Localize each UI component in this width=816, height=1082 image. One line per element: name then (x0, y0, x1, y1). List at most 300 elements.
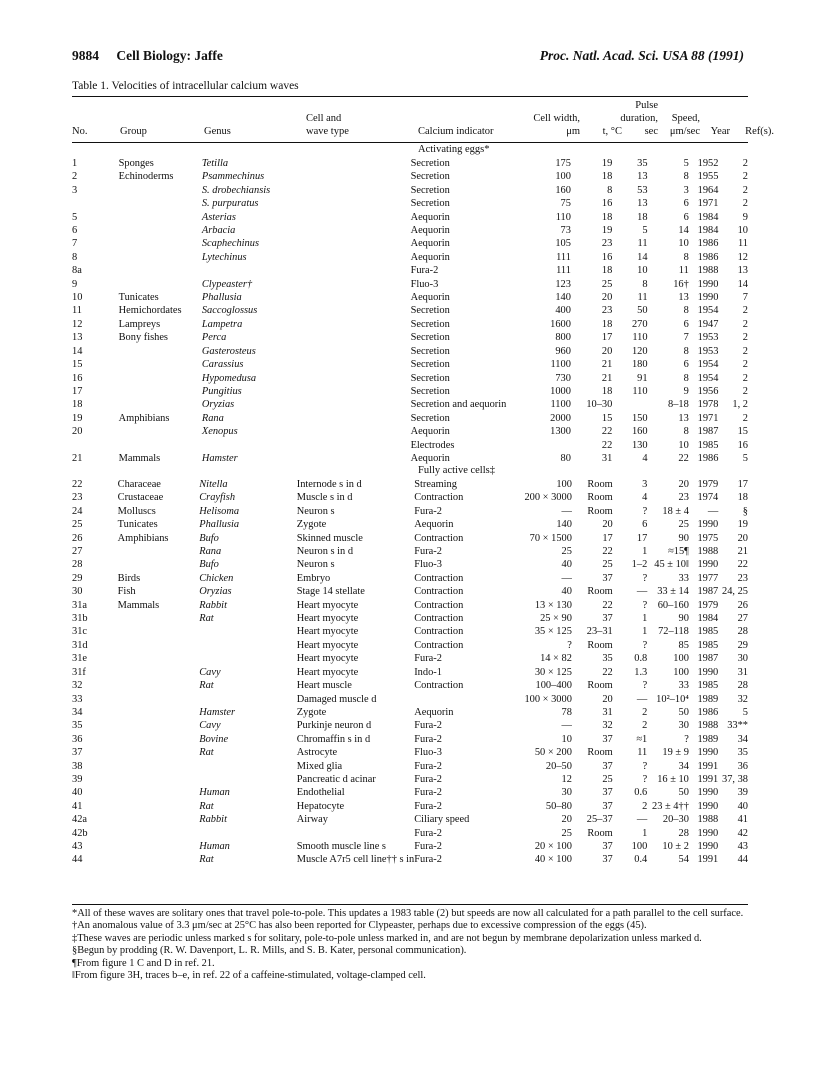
row-genus: Gasterosteus (201, 345, 256, 357)
row-speed: 16 ± 10 (657, 773, 689, 785)
row-cell-wave (303, 372, 411, 385)
row-cell-wave (303, 278, 411, 291)
row-number: 28 (72, 559, 83, 571)
row-year: 1956 (697, 385, 719, 397)
row-cell-wave: Heart myocyte (296, 653, 359, 665)
row-year: 1988 (697, 265, 719, 277)
table-row (72, 237, 748, 250)
row-temperature: 25 (602, 559, 613, 571)
table-caption: Table 1. Velocities of intracellular calcium waves (72, 80, 299, 92)
row-pulse-duration: 50 (637, 305, 648, 317)
row-temperature: 10–30 (586, 399, 613, 411)
row-number: 12 (72, 318, 83, 330)
row-speed: 23 (678, 492, 689, 504)
row-cell-wave (303, 197, 411, 210)
row-genus: Lytechinus (201, 251, 247, 263)
row-indicator: Fura-2 (414, 720, 442, 732)
header-pulse-1: Pulse (635, 100, 658, 111)
row-pulse-duration: 1 (642, 827, 648, 839)
row-speed: 34 (678, 760, 689, 772)
row-number: 10 (72, 292, 83, 304)
table-row (72, 372, 748, 385)
table-row (72, 599, 748, 612)
row-group: Fish (117, 586, 136, 598)
row-refs: 39 (737, 787, 748, 799)
row-refs: 33** (727, 720, 748, 732)
row-speed: 8 (683, 171, 689, 183)
table-row (72, 412, 748, 425)
row-year: 1979 (697, 599, 719, 611)
table-row (72, 706, 748, 719)
row-genus: Pungitius (201, 385, 242, 397)
row-cell-wave: Pancreatic d acinar (296, 773, 376, 785)
row-number: 16 (72, 372, 83, 384)
row-speed: 3 (683, 184, 689, 196)
table-row (72, 304, 748, 317)
row-genus: Clypeaster† (201, 278, 253, 290)
row-indicator: Fura-2 (414, 733, 442, 745)
table-row (72, 746, 748, 759)
table-row (72, 184, 748, 197)
row-group: Mammals (118, 452, 161, 464)
row-cell-wave: Stage 14 stellate (296, 586, 365, 598)
row-group (119, 425, 202, 438)
row-speed: 100 (673, 653, 689, 665)
row-genus: Human (199, 787, 230, 799)
row-indicator (414, 693, 520, 706)
row-speed: 8 (683, 251, 689, 263)
row-cell-wave: Embryo (296, 572, 331, 584)
row-cell-wave: Airway (296, 814, 328, 826)
row-group (119, 237, 202, 250)
row-temperature: 19 (601, 225, 613, 237)
table-row (72, 612, 748, 625)
row-cell-width: 960 (555, 345, 571, 357)
header-no: No. (72, 126, 88, 137)
row-cell-width: 100 (555, 171, 571, 183)
row-speed: 9 (683, 385, 689, 397)
row-cell-wave (303, 385, 411, 398)
row-year: 1985 (697, 680, 719, 692)
row-indicator: Aequorin (410, 225, 450, 237)
row-cell-wave: Muscle A7r5 cell line†† s in (296, 854, 415, 866)
row-refs: 30 (737, 653, 748, 665)
row-indicator: Aequorin (410, 238, 450, 250)
row-temperature: 22 (602, 599, 613, 611)
row-number: 42a (72, 814, 88, 826)
footnote: †An anomalous value of 3.3 μm/sec at 25°C has also been reported for Clypeaster, perhaps due to excessive compression of the eggs (45). (72, 920, 647, 932)
row-refs: 2 (742, 318, 748, 330)
row-group: Molluscs (117, 505, 156, 517)
row-year: 1952 (697, 158, 719, 169)
row-group (119, 224, 202, 237)
row-pulse-duration: 14 (637, 251, 648, 263)
table-row (72, 625, 748, 638)
row-group (118, 813, 200, 826)
row-genus: Psammechinus (201, 171, 265, 183)
row-number: 23 (72, 492, 83, 504)
row-temperature: Room (587, 680, 613, 692)
row-refs: 16 (737, 439, 748, 451)
row-refs: 13 (737, 265, 748, 277)
row-indicator: Aequorin (410, 251, 450, 263)
row-temperature: 21 (601, 372, 613, 384)
row-pulse-duration: 91 (637, 372, 648, 384)
row-pulse-duration: 4 (642, 492, 648, 504)
table-row (72, 491, 748, 504)
row-year: 1991 (697, 773, 719, 785)
row-year: 1975 (697, 532, 719, 544)
row-speed: 50 (678, 706, 689, 718)
table-row (72, 170, 748, 183)
row-speed: 14 (678, 225, 689, 237)
row-year: 1990 (697, 519, 719, 531)
row-cell-width: 12 (561, 773, 572, 785)
row-number: 19 (72, 412, 83, 424)
row-genus (202, 439, 303, 452)
row-indicator: Fura-2 (414, 787, 442, 799)
section-fully-active-cells: Fully active cells‡ (418, 465, 495, 476)
row-pulse-duration: 100 (631, 840, 648, 852)
row-genus: Arbacia (201, 225, 236, 237)
row-cell-width: 40 (561, 559, 572, 571)
row-number: 25 (72, 519, 83, 531)
row-speed: 10 (678, 439, 689, 451)
row-cell-width: 75 (560, 198, 571, 210)
row-group (119, 264, 202, 277)
row-pulse-duration: 150 (631, 412, 648, 424)
header-year: Year (710, 126, 730, 137)
row-indicator: Secretion (410, 332, 450, 344)
row-pulse-duration: 1 (642, 613, 648, 625)
row-indicator: Fura-2 (414, 505, 442, 517)
row-cell-wave: Neuron s (296, 559, 335, 571)
row-speed: 72–118 (658, 626, 689, 638)
row-refs: 43 (737, 840, 748, 852)
row-temperature: 18 (601, 211, 613, 223)
row-speed: 10 (678, 238, 689, 250)
row-year: 1971 (697, 198, 719, 210)
row-number: 43 (72, 840, 83, 852)
row-cell-wave (303, 211, 411, 224)
row-number: 8 (72, 251, 78, 263)
row-number: 31f (72, 666, 86, 678)
row-number: 31e (72, 653, 88, 665)
row-refs: 40 (737, 800, 748, 812)
row-group: Amphibians (118, 412, 170, 424)
row-group: Sponges (118, 158, 154, 169)
row-year: 1990 (697, 559, 719, 571)
row-indicator: Electrodes (410, 439, 455, 451)
row-group (119, 385, 202, 398)
header-pulse-2: duration, (620, 113, 658, 124)
header-genus: Genus (204, 126, 231, 137)
row-genus: Rabbit (199, 814, 227, 826)
row-cell-wave: Purkinje neuron d (296, 720, 372, 732)
row-temperature: Room (587, 639, 613, 651)
row-refs: 29 (737, 639, 748, 651)
row-genus: Rana (199, 546, 222, 558)
row-cell-wave: Astrocyte (296, 747, 338, 759)
row-refs: 28 (737, 626, 748, 638)
row-refs: 12 (737, 251, 748, 263)
row-year: 1989 (697, 693, 719, 705)
row-pulse-duration: ? (642, 680, 648, 692)
row-group (118, 612, 200, 625)
table-row (72, 505, 748, 518)
row-temperature: Room (587, 479, 613, 490)
table-row (72, 558, 748, 571)
row-cell-wave (303, 425, 411, 438)
row-cell-width: 1100 (550, 399, 571, 411)
row-cell-wave: Heart muscle (296, 680, 352, 692)
row-temperature: 22 (601, 426, 613, 438)
row-number: 1 (72, 158, 78, 169)
table-row (72, 224, 748, 237)
table-row (72, 345, 748, 358)
row-indicator: Contraction (414, 613, 464, 625)
row-temperature: 17 (601, 332, 613, 344)
row-genus (199, 773, 297, 786)
row-cell-wave: Damaged muscle d (296, 693, 377, 705)
row-year: 1984 (697, 225, 719, 237)
row-refs: 14 (737, 278, 748, 290)
footnote: ‖From figure 3H, traces b–e, in ref. 22 of a caffeine-stimulated, voltage-clamped cell. (72, 970, 426, 982)
row-year: 1990 (697, 787, 719, 799)
row-refs: 2 (742, 305, 748, 317)
row-genus: Bufo (199, 532, 219, 544)
table-row (72, 693, 748, 706)
table-row (72, 733, 748, 746)
row-refs: 11 (737, 238, 748, 250)
row-genus: Bufo (199, 559, 219, 571)
row-cell-wave: Zygote (296, 706, 327, 718)
row-number: 37 (72, 747, 83, 759)
row-indicator: Fura-2 (414, 800, 442, 812)
table-row (72, 318, 748, 331)
table-row (72, 331, 748, 344)
row-cell-wave: Endothelial (296, 787, 345, 799)
row-cell-wave: Heart myocyte (296, 639, 359, 651)
row-temperature: 37 (602, 840, 613, 852)
table-row (72, 439, 748, 452)
row-cell-width: 20 × 100 (534, 840, 572, 852)
row-indicator: Contraction (414, 572, 464, 584)
row-genus: Hypomedusa (201, 372, 257, 384)
table-row (72, 197, 748, 210)
row-indicator: Secretion (410, 412, 450, 424)
row-group (119, 211, 202, 224)
row-group (118, 545, 200, 558)
row-pulse-duration: 35 (637, 158, 648, 169)
row-year: 1990 (697, 278, 719, 290)
row-year: 1988 (697, 814, 719, 826)
row-number: 18 (72, 399, 83, 411)
row-cell-wave: Heart myocyte (296, 666, 359, 678)
row-cell-width: — (561, 720, 572, 732)
row-pulse-duration: 13 (637, 198, 648, 210)
table-row (72, 385, 748, 398)
row-cell-wave (303, 170, 411, 183)
row-genus: Perca (201, 332, 227, 344)
row-year: 1984 (697, 613, 719, 625)
row-cell-wave (303, 157, 411, 170)
section-activating-eggs: Activating eggs* (418, 144, 490, 155)
row-year: 1977 (697, 572, 719, 584)
row-year: 1988 (697, 546, 719, 558)
row-cell-width: 25 × 90 (540, 613, 572, 625)
row-cell-width: 111 (556, 251, 571, 263)
row-year: 1979 (697, 479, 719, 490)
row-pulse-duration: — (636, 814, 648, 826)
row-temperature: 23 (601, 305, 613, 317)
row-pulse-duration: 4 (642, 452, 648, 464)
table-row (72, 425, 748, 438)
row-year: 1989 (697, 733, 719, 745)
row-cell-width: 50–80 (545, 800, 572, 812)
row-pulse-duration: 1–2 (631, 559, 648, 571)
row-genus: Rat (199, 854, 214, 866)
row-indicator: Fura-2 (414, 840, 442, 852)
row-number: 20 (72, 426, 83, 438)
row-indicator: Aequorin (410, 452, 450, 464)
row-speed: 28 (678, 827, 689, 839)
row-cell-width: 1000 (550, 385, 571, 397)
row-indicator: Contraction (414, 599, 464, 611)
row-speed: 10 ± 2 (662, 840, 689, 852)
row-pulse-duration: ≈1 (636, 733, 648, 745)
row-indicator: Contraction (414, 639, 464, 651)
row-pulse-duration: 2 (642, 800, 648, 812)
row-pulse-duration: 6 (642, 519, 648, 531)
row-cell-width: 35 × 125 (534, 626, 572, 638)
row-genus (199, 639, 297, 652)
row-group (119, 197, 202, 210)
row-number: 17 (72, 385, 83, 397)
row-refs: 1, 2 (732, 399, 748, 411)
row-indicator: Fluo-3 (414, 559, 442, 571)
row-group (118, 639, 200, 652)
row-cell-wave (303, 452, 411, 465)
row-refs: 18 (737, 492, 748, 504)
row-genus (199, 625, 297, 638)
row-genus: Hamster (199, 706, 236, 718)
row-speed: 18 ± 4 (662, 505, 689, 517)
row-number: 35 (72, 720, 83, 732)
header-group: Group (120, 126, 147, 137)
row-number: 31d (72, 639, 88, 651)
row-group: Tunicates (118, 292, 159, 304)
row-temperature: 21 (601, 359, 613, 371)
row-cell-width: 25 (561, 546, 572, 558)
row-cell-wave (303, 412, 411, 425)
row-pulse-duration: ? (642, 572, 648, 584)
row-pulse-duration: ? (642, 505, 648, 517)
row-indicator: Secretion (410, 305, 450, 317)
row-speed: 5 (683, 158, 689, 169)
row-cell-wave (303, 358, 411, 371)
row-number: 39 (72, 773, 83, 785)
row-indicator: Secretion (410, 345, 450, 357)
row-genus: Human (199, 840, 230, 852)
row-genus: Scaphechinus (201, 238, 259, 250)
row-cell-wave: Chromaffin s in d (296, 733, 371, 745)
header-cell-2: wave type (306, 126, 349, 137)
row-pulse-duration: 1 (642, 626, 648, 638)
row-genus: Nitella (199, 479, 228, 490)
row-temperature: Room (587, 505, 613, 517)
row-genus: Phallusia (199, 519, 240, 531)
table-row (72, 398, 748, 411)
table-row (72, 545, 748, 558)
row-year: 1988 (697, 720, 719, 732)
row-group (119, 358, 202, 371)
row-genus (199, 760, 297, 773)
row-year: 1991 (697, 760, 719, 772)
running-head-left (72, 48, 223, 64)
row-pulse-duration: 2 (642, 720, 648, 732)
row-group: Lampreys (118, 318, 161, 330)
row-number: 7 (72, 238, 78, 250)
table-row (72, 840, 748, 853)
table-row (72, 291, 748, 304)
row-speed: ? (684, 733, 689, 745)
row-refs: 31 (737, 666, 748, 678)
row-cell-width: 40 × 100 (534, 854, 572, 866)
table-row (72, 652, 748, 665)
row-group (118, 666, 200, 679)
row-year: 1990 (697, 840, 719, 852)
row-group (118, 693, 200, 706)
row-number: 11 (72, 305, 83, 317)
row-group (119, 398, 202, 411)
row-refs: 2 (742, 198, 748, 210)
row-temperature: 25 (601, 278, 613, 290)
row-speed: 8–18 (668, 399, 689, 411)
running-head (72, 48, 744, 66)
row-indicator: Secretion (410, 158, 450, 169)
row-refs: 32 (737, 693, 748, 705)
table-row (72, 251, 748, 264)
row-indicator: Aequorin (410, 211, 450, 223)
row-year: 1964 (697, 184, 719, 196)
row-pulse-duration: 110 (632, 385, 648, 397)
row-refs: 2 (742, 412, 748, 424)
row-group (118, 746, 200, 759)
row-indicator: Ciliary speed (414, 814, 470, 826)
row-year: 1985 (697, 439, 719, 451)
row-cell-width (520, 439, 571, 452)
row-pulse-duration: 17 (636, 532, 648, 544)
row-refs: 2 (742, 372, 748, 384)
row-indicator: Indo-1 (414, 666, 442, 678)
row-year: 1953 (697, 332, 719, 344)
row-year: 1954 (697, 359, 719, 371)
row-refs: 23 (737, 572, 748, 584)
row-cell-wave (303, 398, 411, 411)
row-number: 31c (72, 626, 88, 638)
row-genus: Rat (199, 680, 214, 692)
row-genus: Rabbit (199, 599, 227, 611)
row-refs: 7 (742, 292, 748, 304)
row-number: 9 (72, 278, 78, 290)
journal-citation: Proc. Natl. Acad. Sci. USA 88 (1991) (539, 48, 744, 63)
row-number: 29 (72, 572, 83, 584)
row-cell-width: 40 (561, 586, 572, 598)
row-pulse-duration: 3 (642, 479, 648, 490)
row-genus (202, 264, 303, 277)
row-speed: 8 (683, 345, 689, 357)
